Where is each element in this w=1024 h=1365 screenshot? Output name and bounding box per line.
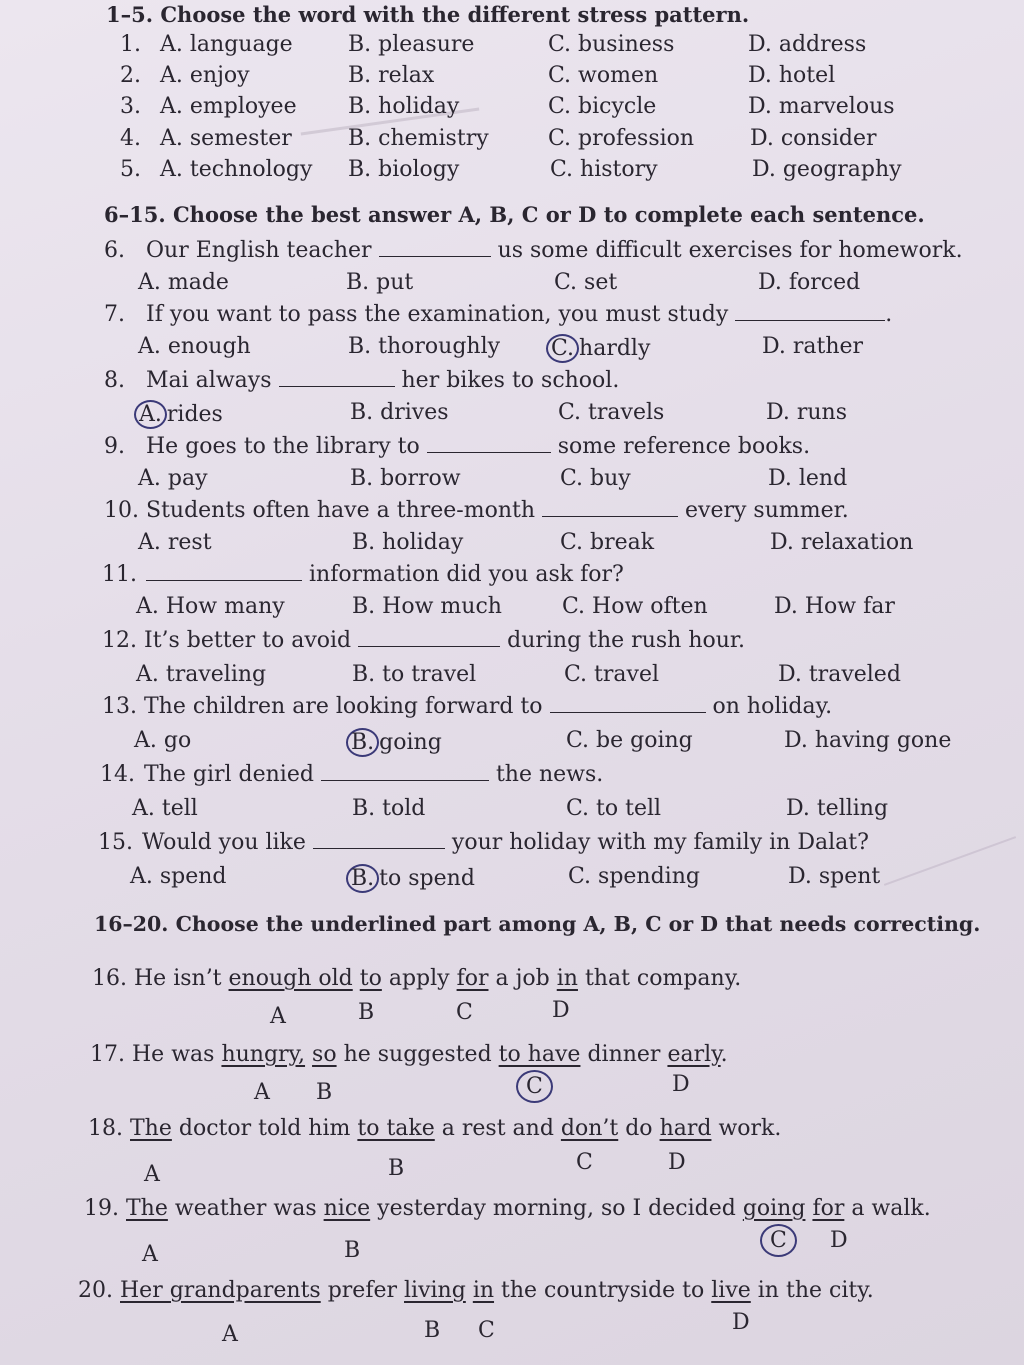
option-letter-c: C <box>478 1318 495 1343</box>
option-letter-d: D <box>668 1150 686 1175</box>
question-7-options: A. enough B. thoroughly C. hardly D. rather <box>138 334 864 361</box>
circled-answer: C <box>516 1070 553 1103</box>
option-letter-a: A <box>222 1322 238 1347</box>
question-1: 1. A. language B. pleasure C. business D. address <box>120 32 867 57</box>
question-16: 16. He isn’t enough old to apply for a job in that company. <box>92 966 742 991</box>
question-6: 6. Our English teacher us some difficult exercises for homework. <box>104 238 963 263</box>
question-9-options: A. pay B. borrow C. buy D. lend <box>138 466 848 491</box>
option-letter-c: C <box>576 1150 593 1175</box>
question-11-options: A. How many B. How much C. How often D. How far <box>136 594 895 619</box>
question-11: 11. information did you ask for? <box>102 562 624 587</box>
question-14-options: A. tell B. told C. to tell D. telling <box>132 796 889 821</box>
question-8: 8. Mai always her bikes to school. <box>104 368 620 393</box>
question-14: 14. The girl denied the news. <box>100 762 604 787</box>
option-letter-a: A <box>254 1080 270 1105</box>
option-letter-c: C <box>456 1000 473 1025</box>
question-19: 19. The weather was nice yesterday morning, so I decided going for a walk. <box>84 1196 931 1221</box>
option-letter-b: B <box>388 1156 405 1181</box>
circled-answer: B. <box>346 728 379 757</box>
option-letter-d: D <box>830 1228 848 1253</box>
question-20: 20. Her grandparents prefer living in the countryside to live in the city. <box>78 1278 874 1303</box>
option-letter-b: B <box>316 1080 333 1105</box>
option-letter-b: B <box>424 1318 441 1343</box>
option-letter-d: D <box>672 1072 690 1097</box>
question-12-options: A. traveling B. to travel C. travel D. traveled <box>136 662 901 687</box>
option-letter-b: B <box>358 1000 375 1025</box>
question-10: 10. Students often have a three-month every summer. <box>104 498 849 523</box>
circled-answer: C <box>760 1224 797 1257</box>
question-13-options: A. go B. going C. be going D. having gone <box>134 728 952 755</box>
question-15: 15. Would you like your holiday with my family in Dalat? <box>98 830 869 855</box>
circled-answer: C. <box>546 334 579 363</box>
question-8-options: A. rides B. drives C. travels D. runs <box>0 400 1024 430</box>
question-6-options: A. made B. put C. set D. forced <box>138 270 861 295</box>
question-2: 2. A. enjoy B. relax C. women D. hotel <box>120 63 836 88</box>
question-18: 18. The doctor told him to take a rest and don’t do hard work. <box>88 1116 782 1141</box>
question-4: 4. A. semester B. chemistry C. profession D. consider <box>120 126 877 151</box>
option-letter-d: D <box>552 998 570 1023</box>
option-letter-a: A <box>142 1242 158 1267</box>
question-17: 17. He was hungry, so he suggested to have dinner early. <box>90 1042 728 1067</box>
option-letter-d: D <box>732 1310 750 1335</box>
section-2-heading: 6–15. Choose the best answer A, B, C or D to complete each sentence. <box>104 202 925 227</box>
question-5: 5. A. technology B. biology C. history D. geography <box>120 157 902 182</box>
question-13: 13. The children are looking forward to on holiday. <box>102 694 833 719</box>
circled-answer: A. <box>134 400 167 429</box>
question-9: 9. He goes to the library to some reference books. <box>104 434 811 459</box>
option-letter-a: A <box>144 1162 160 1187</box>
circled-answer: B. <box>346 864 379 893</box>
option-letter-a: A <box>270 1004 286 1029</box>
question-3: 3. A. employee B. holiday C. bicycle D. marvelous <box>120 94 895 119</box>
section-1-heading: 1–5. Choose the word with the different stress pattern. <box>106 2 750 27</box>
question-15-options: A. spend B. to spend C. spending D. spent <box>130 864 881 891</box>
option-letter-b: B <box>344 1238 361 1263</box>
question-7: 7. If you want to pass the examination, you must study . <box>104 302 893 327</box>
question-10-options: A. rest B. holiday C. break D. relaxation <box>138 530 914 555</box>
section-3-heading: 16–20. Choose the underlined part among A, B, C or D that needs correcting. <box>94 912 981 936</box>
question-12: 12. It’s better to avoid during the rush hour. <box>102 628 745 653</box>
